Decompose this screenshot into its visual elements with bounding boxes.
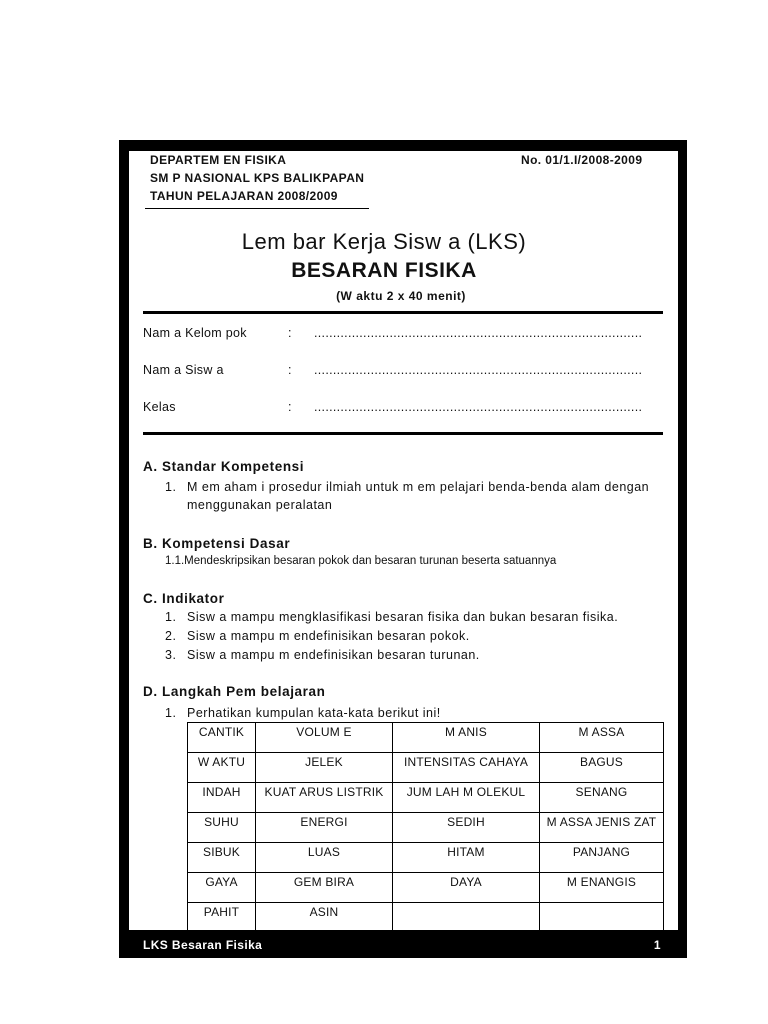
table-cell: PAHIT: [188, 903, 256, 933]
time-allocation: (W aktu 2 x 40 menit): [336, 289, 466, 303]
table-row: [188, 723, 664, 753]
table-row: [188, 843, 664, 873]
table-cell: VOLUM E: [256, 723, 393, 753]
group-name-field[interactable]: .......................................................................................: [314, 326, 643, 340]
table-cell: M ASSA: [540, 723, 664, 753]
section-c-item-3-number: 3.: [165, 648, 177, 662]
word-table: [187, 722, 664, 933]
table-cell: JUM LAH M OLEKUL: [393, 783, 540, 813]
table-cell: SIBUK: [188, 843, 256, 873]
section-a-item-line2: menggunakan peralatan: [187, 498, 333, 512]
topic-title: BESARAN FISIKA: [291, 259, 477, 282]
table-cell: [393, 903, 540, 933]
table-cell: GEM BIRA: [256, 873, 393, 903]
table-cell: GAYA: [188, 873, 256, 903]
table-cell: BAGUS: [540, 753, 664, 783]
table-cell: SENANG: [540, 783, 664, 813]
section-c-item-1: Sisw a mampu mengklasifikasi besaran fisika dan bukan besaran fisika.: [187, 610, 619, 624]
table-cell: JELEK: [256, 753, 393, 783]
top-divider: [143, 311, 663, 314]
header-underline: [145, 208, 369, 209]
table-cell: INTENSITAS CAHAYA: [393, 753, 540, 783]
section-c-item-2-number: 2.: [165, 629, 177, 643]
table-cell: ENERGI: [256, 813, 393, 843]
table-row: [188, 903, 664, 933]
table-row: [188, 753, 664, 783]
section-c-heading: C. Indikator: [143, 591, 225, 606]
table-cell: M ENANGIS: [540, 873, 664, 903]
table-cell: LUAS: [256, 843, 393, 873]
table-cell: [540, 903, 664, 933]
student-name-label: Nam a Sisw a: [143, 363, 224, 377]
group-name-label: Nam a Kelom pok: [143, 326, 247, 340]
table-cell: ASIN: [256, 903, 393, 933]
class-colon: :: [288, 400, 292, 414]
bottom-divider: [143, 432, 663, 435]
section-c-item-1-number: 1.: [165, 610, 177, 624]
section-c-item-3: Sisw a mampu m endefinisikan besaran turunan.: [187, 648, 480, 662]
page-number: 1: [653, 938, 661, 952]
page-footer: [119, 930, 687, 958]
table-cell: SUHU: [188, 813, 256, 843]
footer-title: LKS Besaran Fisika: [143, 938, 263, 952]
school-name: SM P NASIONAL KPS BALIKPAPAN: [150, 171, 365, 185]
group-name-colon: :: [288, 326, 292, 340]
section-a-item-number: 1.: [165, 480, 177, 494]
student-name-colon: :: [288, 363, 292, 377]
section-b-item: 1.1.Mendeskripsikan besaran pokok dan besaran turunan beserta satuannya: [165, 555, 557, 567]
student-name-field[interactable]: .......................................................................................: [314, 363, 643, 377]
table-cell: PANJANG: [540, 843, 664, 873]
section-a-heading: A. Standar Kompetensi: [143, 459, 305, 474]
table-cell: INDAH: [188, 783, 256, 813]
academic-year: TAHUN PELAJARAN 2008/2009: [150, 189, 338, 203]
table-cell: SEDIH: [393, 813, 540, 843]
worksheet-title: Lem bar Kerja Sisw a (LKS): [241, 229, 527, 254]
table-row: [188, 873, 664, 903]
table-cell: M ANIS: [393, 723, 540, 753]
class-field[interactable]: .......................................................................................: [314, 400, 643, 414]
table-cell: M ASSA JENIS ZAT: [540, 813, 664, 843]
section-c-item-2: Sisw a mampu m endefinisikan besaran pokok.: [187, 629, 470, 643]
document-number: No. 01/1.I/2008-2009: [521, 153, 643, 167]
table-row: [188, 813, 664, 843]
section-b-heading: B. Kompetensi Dasar: [143, 536, 291, 551]
table-cell: HITAM: [393, 843, 540, 873]
section-d-heading: D. Langkah Pem belajaran: [143, 684, 326, 699]
department-name: DEPARTEM EN FISIKA: [150, 153, 287, 167]
table-cell: DAYA: [393, 873, 540, 903]
section-d-item-number: 1.: [165, 706, 177, 720]
table-row: [188, 783, 664, 813]
table-cell: KUAT ARUS LISTRIK: [256, 783, 393, 813]
section-a-item-line1: M em aham i prosedur ilmiah untuk m em pelajari benda-benda alam dengan: [187, 480, 650, 494]
table-cell: CANTIK: [188, 723, 256, 753]
table-cell: W AKTU: [188, 753, 256, 783]
class-label: Kelas: [143, 400, 176, 414]
section-d-item: Perhatikan kumpulan kata-kata berikut ini!: [187, 706, 441, 720]
